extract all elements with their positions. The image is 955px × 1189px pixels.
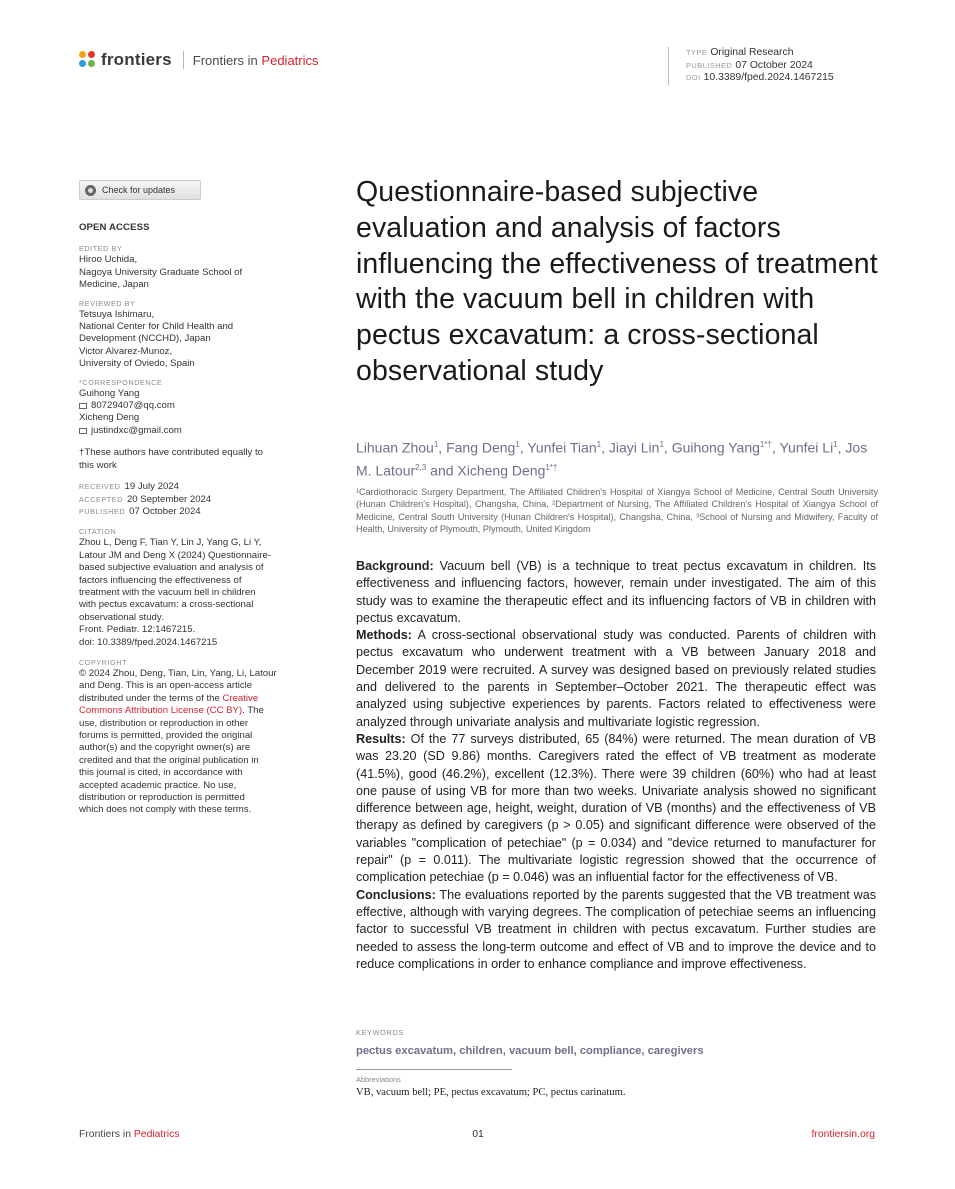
abbreviations: VB, vacuum bell; PE, pectus excavatum; PC, pectus carinatum. xyxy=(356,1087,626,1098)
reviewed-by-label: REVIEWED BY xyxy=(79,298,136,308)
abstract-paragraph xyxy=(356,558,876,627)
corr2-name: Xicheng Deng xyxy=(79,412,140,424)
article-title: Questionnaire-based subjective evaluation and analysis of factors influencing the effectiveness of treatment with the vacuum bell in children with pectus excavatum: a cross-sectional observational study xyxy=(356,176,878,387)
frontiers-mark-icon xyxy=(79,51,97,69)
author-name[interactable]: Yunfei Li xyxy=(779,439,834,456)
envelope-icon xyxy=(79,428,87,434)
copyright-text: © 2024 Zhou, Deng, Tian, Lin, Yang, Li, Latour and Deng. This is an open-access article distributed under the terms of the Creative Commons Attribution License (CC BY). The use, distribution or reproduction in other forums is permitted, provided the original author(s) and the copyright owner(s) are credited and that the original publication in this journal is cited, in accordance with accepted academic practice. No use, distribution or reproduction is permitted which does not comply with these terms. xyxy=(79,667,277,816)
author-name[interactable]: Fang Deng xyxy=(446,439,516,456)
refresh-icon xyxy=(85,185,96,196)
brand-wordmark: frontiers xyxy=(101,50,172,69)
author-separator: , xyxy=(519,439,528,456)
author-affiliation-marker: 1*† xyxy=(545,462,558,472)
cc-by-license-link[interactable]: Creative Commons Attribution License (CC BY) xyxy=(79,692,259,717)
abstract-paragraph xyxy=(356,627,876,731)
author-name[interactable]: Guihong Yang xyxy=(671,439,760,456)
equal-contribution-note: †These authors have contributed equally to this work xyxy=(79,447,264,471)
author-name[interactable]: Xicheng Deng xyxy=(457,462,546,479)
edited-by-label: EDITED BY xyxy=(79,244,123,254)
header-divider xyxy=(183,51,184,69)
affiliations: ¹Cardiothoracic Surgery Department, The Affiliated Children's Hospital of Xiangya School of Medicine, Central South University (Hunan Children's Hospital), Changsha, China, ²Department of Nursing, The Affiliated Children's Hospital of Xiangya School of Medicine, Central South University (Hunan Children's Hospital), Changsha, China, ³School of Nursing and Midwifery, Faculty of Health, University of Plymouth, Plymouth, United Kingdom xyxy=(356,487,878,534)
author-separator: , xyxy=(663,439,672,456)
abbreviations-label: Abbreviations xyxy=(356,1075,401,1084)
abstract-paragraph xyxy=(356,887,876,973)
abstract-heading: Results: xyxy=(356,731,406,746)
article-type: Original Research xyxy=(710,47,794,58)
author-affiliation-marker: 1 xyxy=(833,440,838,449)
accepted-row: ACCEPTED 20 September 2024 xyxy=(79,493,212,505)
author-name[interactable]: Lihuan Zhou xyxy=(356,439,434,456)
author-separator: , xyxy=(837,439,846,456)
abstract-paragraph xyxy=(356,731,876,887)
copyright-label: COPYRIGHT xyxy=(79,657,128,667)
author-separator: , xyxy=(771,439,780,456)
abstract xyxy=(356,558,876,973)
abstract-text: The evaluations reported by the parents suggested that the VB treatment was effective, although with varying degrees. The complication of petechiae seems an influencing factor to successful VB treatment in children with pectus excavatum. Further studies are needed to assess the long-term outcome and effect of VB and to improve the device and to reduce complications in order to enhance compliance and improve effectiveness. xyxy=(356,887,876,971)
corr2-email-link[interactable]: justindxc@gmail.com xyxy=(91,424,182,436)
author-affiliation-marker: 1 xyxy=(659,440,664,449)
sidebar xyxy=(79,180,319,817)
author-name[interactable]: Jiayi Lin xyxy=(608,439,660,456)
check-for-updates-button[interactable]: Check for updates xyxy=(79,180,201,200)
author-affiliation-marker: 1 xyxy=(596,440,602,449)
abstract-heading: Background: xyxy=(356,559,434,573)
corr1-name: Guihong Yang xyxy=(79,387,140,399)
author-name[interactable]: Yunfei Tian xyxy=(527,439,597,456)
reviewed-by: Tetsuya Ishimaru, National Center for Child Health and Development (NCCHD), Japan Victor Alvarez-Munoz, University of Oviedo, Spain xyxy=(79,308,234,370)
abstract-text: Of the 77 surveys distributed, 65 (84%) were returned. The mean duration of VB was 23.20 (SD 9.86) months. Caregivers rated the effect of VB treatment as moderate (41.5%), good (46.2%), excellent (12.3%). There were 39 children (60%) who had at least one pause of using VB for more than two weeks. Univariate analysis showed no significant difference between age, height, weight, duration of VB (months) and the effectiveness of VB therapy as defined by caregivers (p > 0.05) and significant difference were observed of the variables "complication of petechiae" (p = 0.034) and "device returned to manufacturer for repair" (p = 0.011). The multivariate logistic regression showed that the occurrence of complication petechiae (p = 0.046) was an influential factor for the effectiveness of VB. xyxy=(356,731,876,885)
journal-name[interactable]: Frontiers in Pediatrics xyxy=(192,52,319,68)
envelope-icon xyxy=(79,403,87,409)
author-separator: , xyxy=(438,439,447,456)
abstract-text: Vacuum bell (VB) is a technique to treat pectus excavatum in children. Its effectiveness and influencing factors, however, remain under investigated. The aim of this study was to examine the therapeutic effect and its influencing factors of VB in children with pectus excavatum. xyxy=(356,559,876,625)
correspondence-label: *CORRESPONDENCE xyxy=(79,377,163,387)
edited-by: Hiroo Uchida, Nagoya University Graduate School of Medicine, Japan xyxy=(79,254,243,291)
author-list xyxy=(356,435,886,480)
author-affiliation-marker: 1 xyxy=(515,440,520,449)
keywords-label: KEYWORDS xyxy=(356,1028,404,1037)
open-access-label: OPEN ACCESS xyxy=(79,222,150,233)
page-number: 01 xyxy=(472,1129,484,1140)
footer-journal[interactable]: Frontiers in Pediatrics xyxy=(79,1129,180,1140)
author-separator: , xyxy=(601,439,609,456)
frontiers-logo[interactable] xyxy=(79,49,319,71)
abbreviations-divider xyxy=(356,1069,512,1070)
published-date: 07 October 2024 xyxy=(735,59,813,71)
keywords: pectus excavatum, children, vacuum bell, compliance, caregivers xyxy=(356,1045,704,1057)
abstract-heading: Conclusions: xyxy=(356,887,436,902)
doi-link[interactable]: 10.3389/fped.2024.1467215 xyxy=(703,72,834,84)
abstract-text: A cross-sectional observational study was conducted. Parents of children with pectus excavatum who underwent treatment with a VB between January 2018 and December 2019 were recruited. A survey was designed based on previously related studies and delivered to the parents in September–October 2021. The therapeutic effect was analyzed using subjective experiences by parents. Factors related to effectiveness were analyzed through univariate analysis and multivariate logistic regression. xyxy=(356,628,876,729)
corr1-email-link[interactable]: 80729407@qq.com xyxy=(91,400,175,412)
citation: Zhou L, Deng F, Tian Y, Lin J, Yang G, Li Y, Latour JM and Deng X (2024) Questionnaire- based subjective evaluation and analysis of factors influencing the effectiveness of treatment with the vacuum bell in children with pectus excavatum: a cross-sectional observational study. Front. Pediatr. 12:1467215. doi: 10.3389/fped.2024.1467215 xyxy=(79,537,271,648)
abstract-heading: Methods: xyxy=(356,628,412,643)
author-affiliation-marker: 2,3 xyxy=(415,462,427,472)
received-row: RECEIVED 19 July 2024 xyxy=(79,481,179,493)
author-affiliation-marker: 1 xyxy=(433,440,439,449)
author-name[interactable]: Jos M. Latour xyxy=(356,439,868,479)
author-affiliation-marker: 1*† xyxy=(759,440,772,449)
published-row: PUBLISHED 07 October 2024 xyxy=(79,505,201,517)
article-meta: TYPE Original Research PUBLISHED 07 October 2024 DOI 10.3389/fped.2024.1467215 xyxy=(668,47,834,85)
author-separator: and xyxy=(426,462,458,479)
citation-label: CITATION xyxy=(79,527,117,537)
footer-site-link[interactable]: frontiersin.org xyxy=(811,1129,875,1140)
